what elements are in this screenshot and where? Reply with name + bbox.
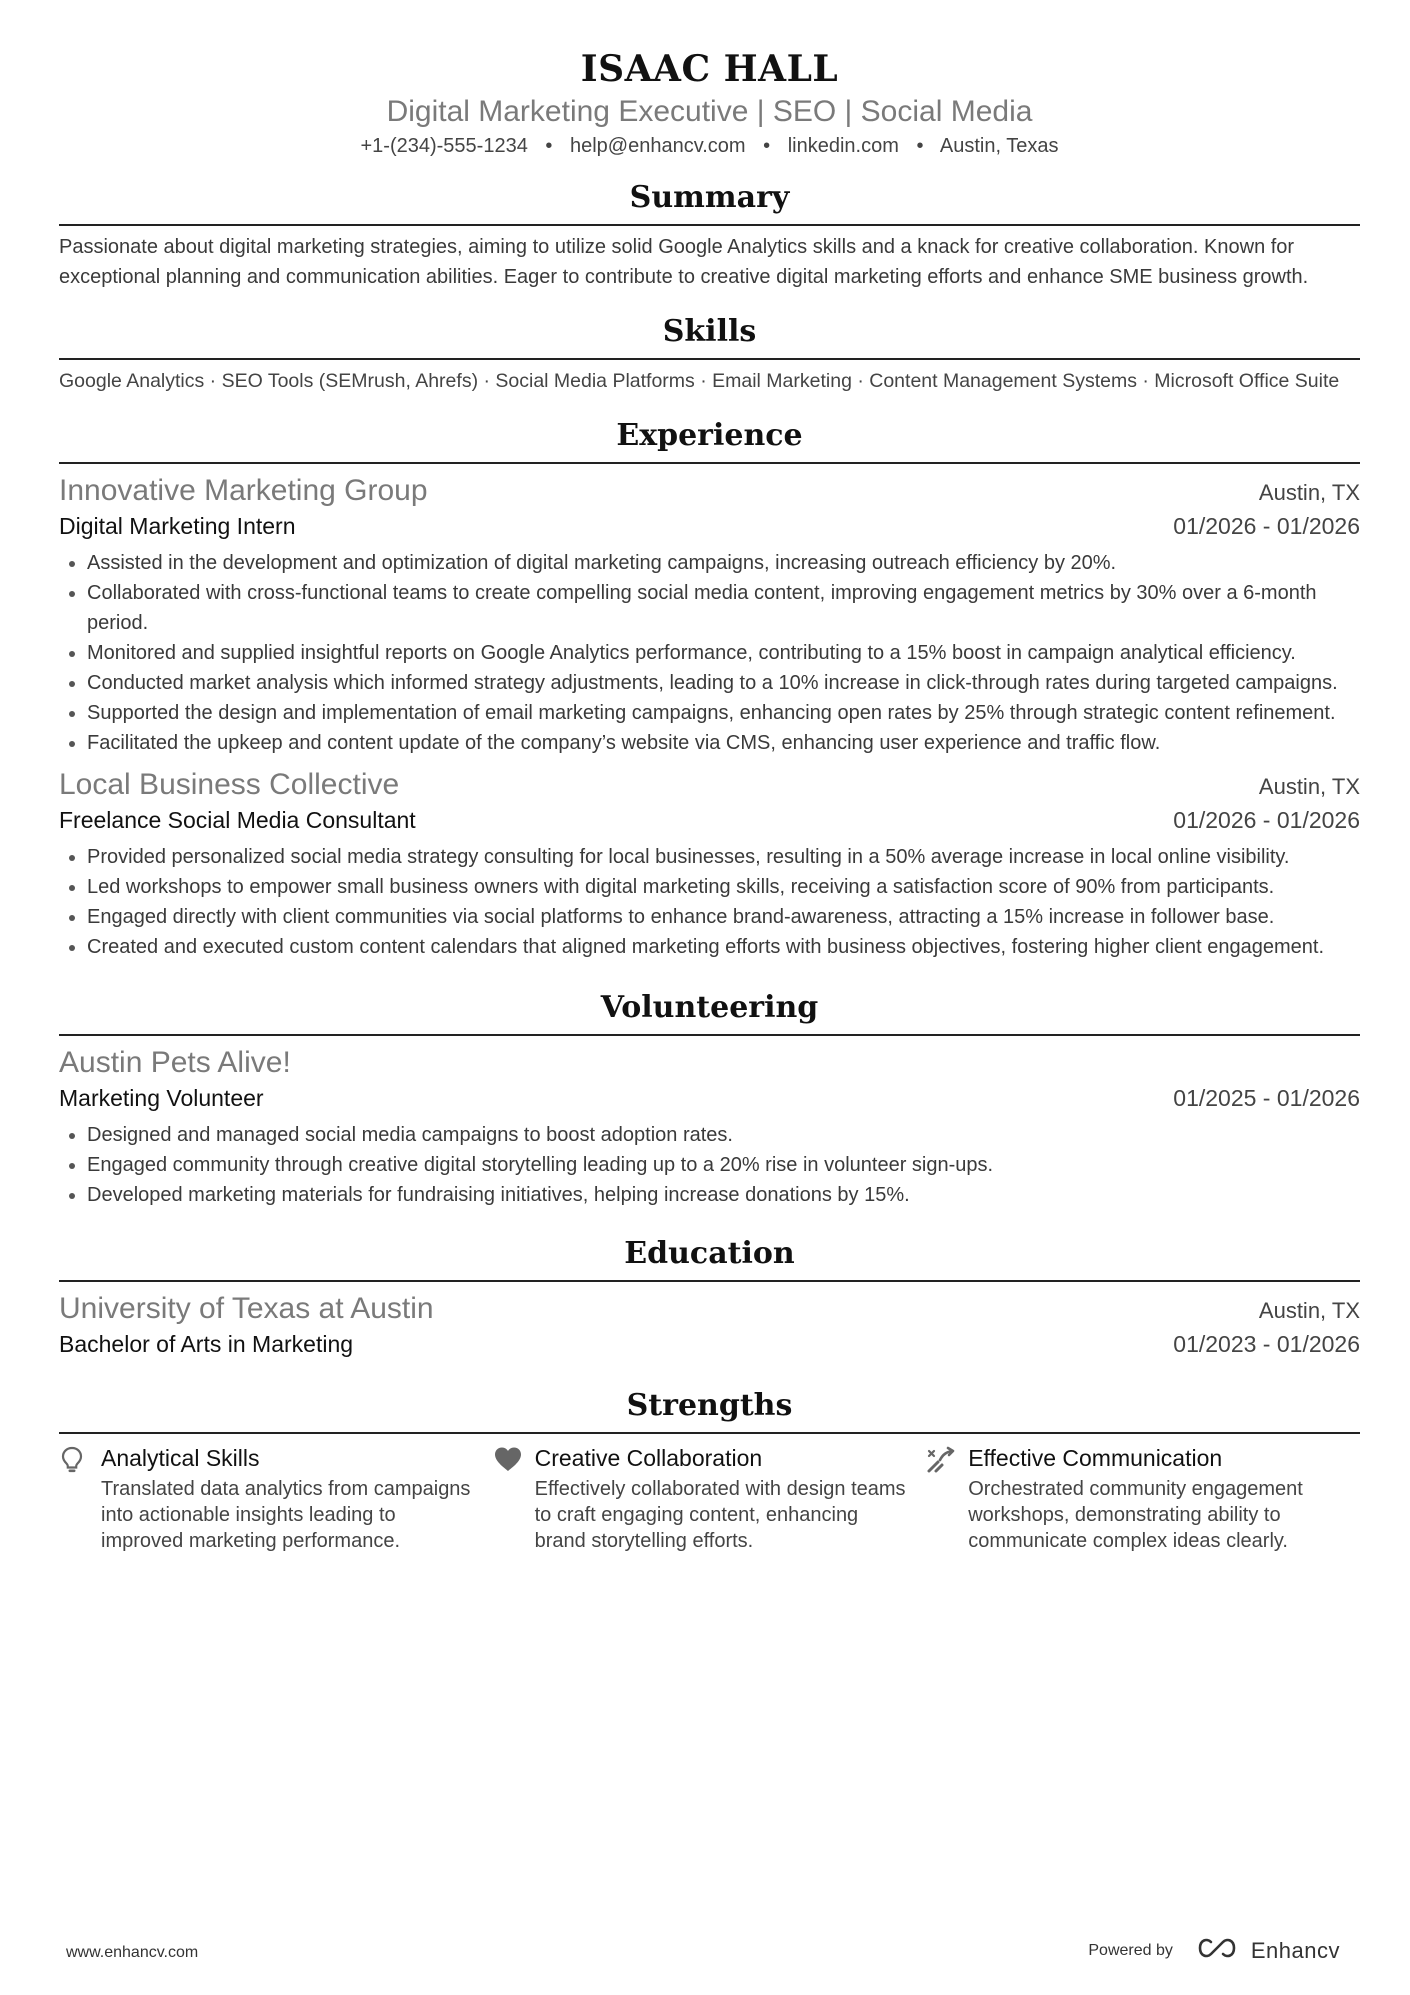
bullet-item: • Developed marketing materials for fundraising initiatives, helping increase donations by 15%. (87, 1180, 1360, 1210)
contact-separator: • (916, 135, 924, 157)
strength-description: Translated data analytics from campaigns into actionable insights leading to improved marketing performance. (101, 1478, 471, 1552)
strength-title: Effective Communication (968, 1445, 1223, 1471)
contact-linkedin[interactable]: linkedin.com (787, 135, 899, 157)
experience-entry (59, 472, 1360, 758)
bullet-item: • Engaged community through creative digital storytelling leading up to a 20% rise in volunteer sign-ups. (87, 1150, 1360, 1180)
resume-content (59, 0, 1360, 1554)
contact-phone[interactable]: +1-(234)-555-1234 (360, 135, 528, 157)
strengths-title: Strengths (59, 1386, 1360, 1434)
entry-dates: 01/2023 - 01/2026 (1173, 1331, 1360, 1357)
skills-list: Google Analytics · SEO Tools (SEMrush, Ahrefs) · Social Media Platforms · Email Marketing · Content Management Systems · Microsoft Office Suite (59, 370, 1340, 392)
job-title: Freelance Social Media Consultant (59, 807, 416, 833)
bullet-item: • Supported the design and implementation of email marketing campaigns, enhancing open rates by 25% through strategic content refinement. (87, 698, 1360, 728)
strengths-grid (59, 1442, 1360, 1554)
strength-item (926, 1442, 1360, 1554)
bullet-item: • Conducted market analysis which informed strategy adjustments, leading to a 10% increase in click-through rates during targeted campaigns. (87, 668, 1360, 698)
bullet-item: • Engaged directly with client communities via social platforms to enhance brand-awareness, attracting a 15% increase in follower base. (87, 902, 1360, 932)
strength-title: Analytical Skills (101, 1445, 260, 1471)
entry-dates: 01/2025 - 01/2026 (1173, 1085, 1360, 1111)
entry-dates: 01/2026 - 01/2026 (1173, 513, 1360, 539)
entry-location: Austin, TX (1258, 1298, 1360, 1323)
contact-separator: • (763, 135, 771, 157)
organization-name: Austin Pets Alive! (59, 1046, 291, 1079)
contact-line (59, 132, 1360, 160)
strength-description: Effectively collaborated with design teams to craft engaging content, enhancing brand storytelling efforts. (534, 1478, 906, 1552)
contact-location: Austin, Texas (939, 135, 1059, 157)
footer-website[interactable]: www.enhancv.com (66, 1944, 199, 1961)
bullet-item: • Provided personalized social media strategy consulting for local businesses, resulting in a 50% average increase in local online visibility. (87, 842, 1360, 872)
volunteering-entry (59, 1044, 1360, 1210)
bullet-item: • Facilitated the upkeep and content update of the company’s website via CMS, enhancing user experience and traffic flow. (87, 728, 1360, 758)
strength-description: Orchestrated community engagement workshops, demonstrating ability to communicate complex ideas clearly. (968, 1478, 1303, 1552)
bullet-list (59, 548, 1360, 758)
entry-dates: 01/2026 - 01/2026 (1173, 807, 1360, 833)
lightbulb-icon (59, 1442, 101, 1554)
education-entry (59, 1290, 1360, 1360)
company-name: Innovative Marketing Group (59, 474, 428, 507)
bullet-item: • Led workshops to empower small business owners with digital marketing skills, receiving a satisfaction score of 90% from participants. (87, 872, 1360, 902)
experience-entry (59, 766, 1360, 962)
contact-email[interactable]: help@enhancv.com (569, 135, 746, 157)
candidate-name: ISAAC HALL (580, 48, 839, 90)
education-section (59, 1234, 1360, 1360)
company-name: Local Business Collective (59, 768, 400, 801)
strength-title: Creative Collaboration (534, 1445, 763, 1471)
summary-section (59, 178, 1360, 292)
candidate-headline: Digital Marketing Executive | SEO | Social Media (386, 95, 1033, 128)
bullet-list (59, 842, 1360, 962)
bullet-item: • Collaborated with cross-functional teams to create compelling social media content, improving engagement metrics by 30% over a 6-month period. (87, 578, 1360, 638)
footer-branding (1088, 1936, 1340, 1965)
bullet-item: • Monitored and supplied insightful reports on Google Analytics performance, contributing to a 15% boost in campaign analytical efficiency. (87, 638, 1360, 668)
volunteering-title: Volunteering (59, 988, 1360, 1036)
skills-title: Skills (59, 312, 1360, 360)
strength-item (493, 1442, 927, 1554)
education-title: Education (59, 1234, 1360, 1282)
experience-title: Experience (59, 416, 1360, 464)
powered-by-label: Powered by (1088, 1941, 1173, 1959)
contact-separator: • (545, 135, 553, 157)
bullet-item: • Created and executed custom content calendars that aligned marketing efforts with business objectives, fostering higher client engagement. (87, 932, 1360, 962)
degree: Bachelor of Arts in Marketing (59, 1331, 354, 1357)
bullet-list (59, 1120, 1360, 1210)
enhancv-brand[interactable]: Enhancv (1250, 1937, 1340, 1963)
communication-icon (926, 1442, 968, 1554)
strength-item (59, 1442, 493, 1554)
volunteering-section (59, 988, 1360, 1210)
bullet-item: • Assisted in the development and optimization of digital marketing campaigns, increasing outreach efficiency by 20%. (87, 548, 1360, 578)
enhancv-logo-icon (1197, 1936, 1243, 1965)
entry-location: Austin, TX (1258, 480, 1360, 505)
volunteer-role: Marketing Volunteer (59, 1085, 264, 1111)
bullet-item: • Designed and managed social media campaigns to boost adoption rates. (87, 1120, 1360, 1150)
strengths-section (59, 1386, 1360, 1554)
entry-location: Austin, TX (1258, 774, 1360, 799)
summary-title: Summary (59, 178, 1360, 226)
experience-section (59, 416, 1360, 962)
summary-text: Passionate about digital marketing strategies, aiming to utilize solid Google Analytics skills and a knack for creative collaboration. Known for exceptional planning and communication abilities. Eager to contribute to creative digital marketing efforts and enhance SME business growth. (59, 236, 1309, 288)
heart-icon (493, 1442, 535, 1554)
school-name: University of Texas at Austin (59, 1292, 434, 1325)
job-title: Digital Marketing Intern (59, 513, 296, 539)
skills-section (59, 312, 1360, 394)
